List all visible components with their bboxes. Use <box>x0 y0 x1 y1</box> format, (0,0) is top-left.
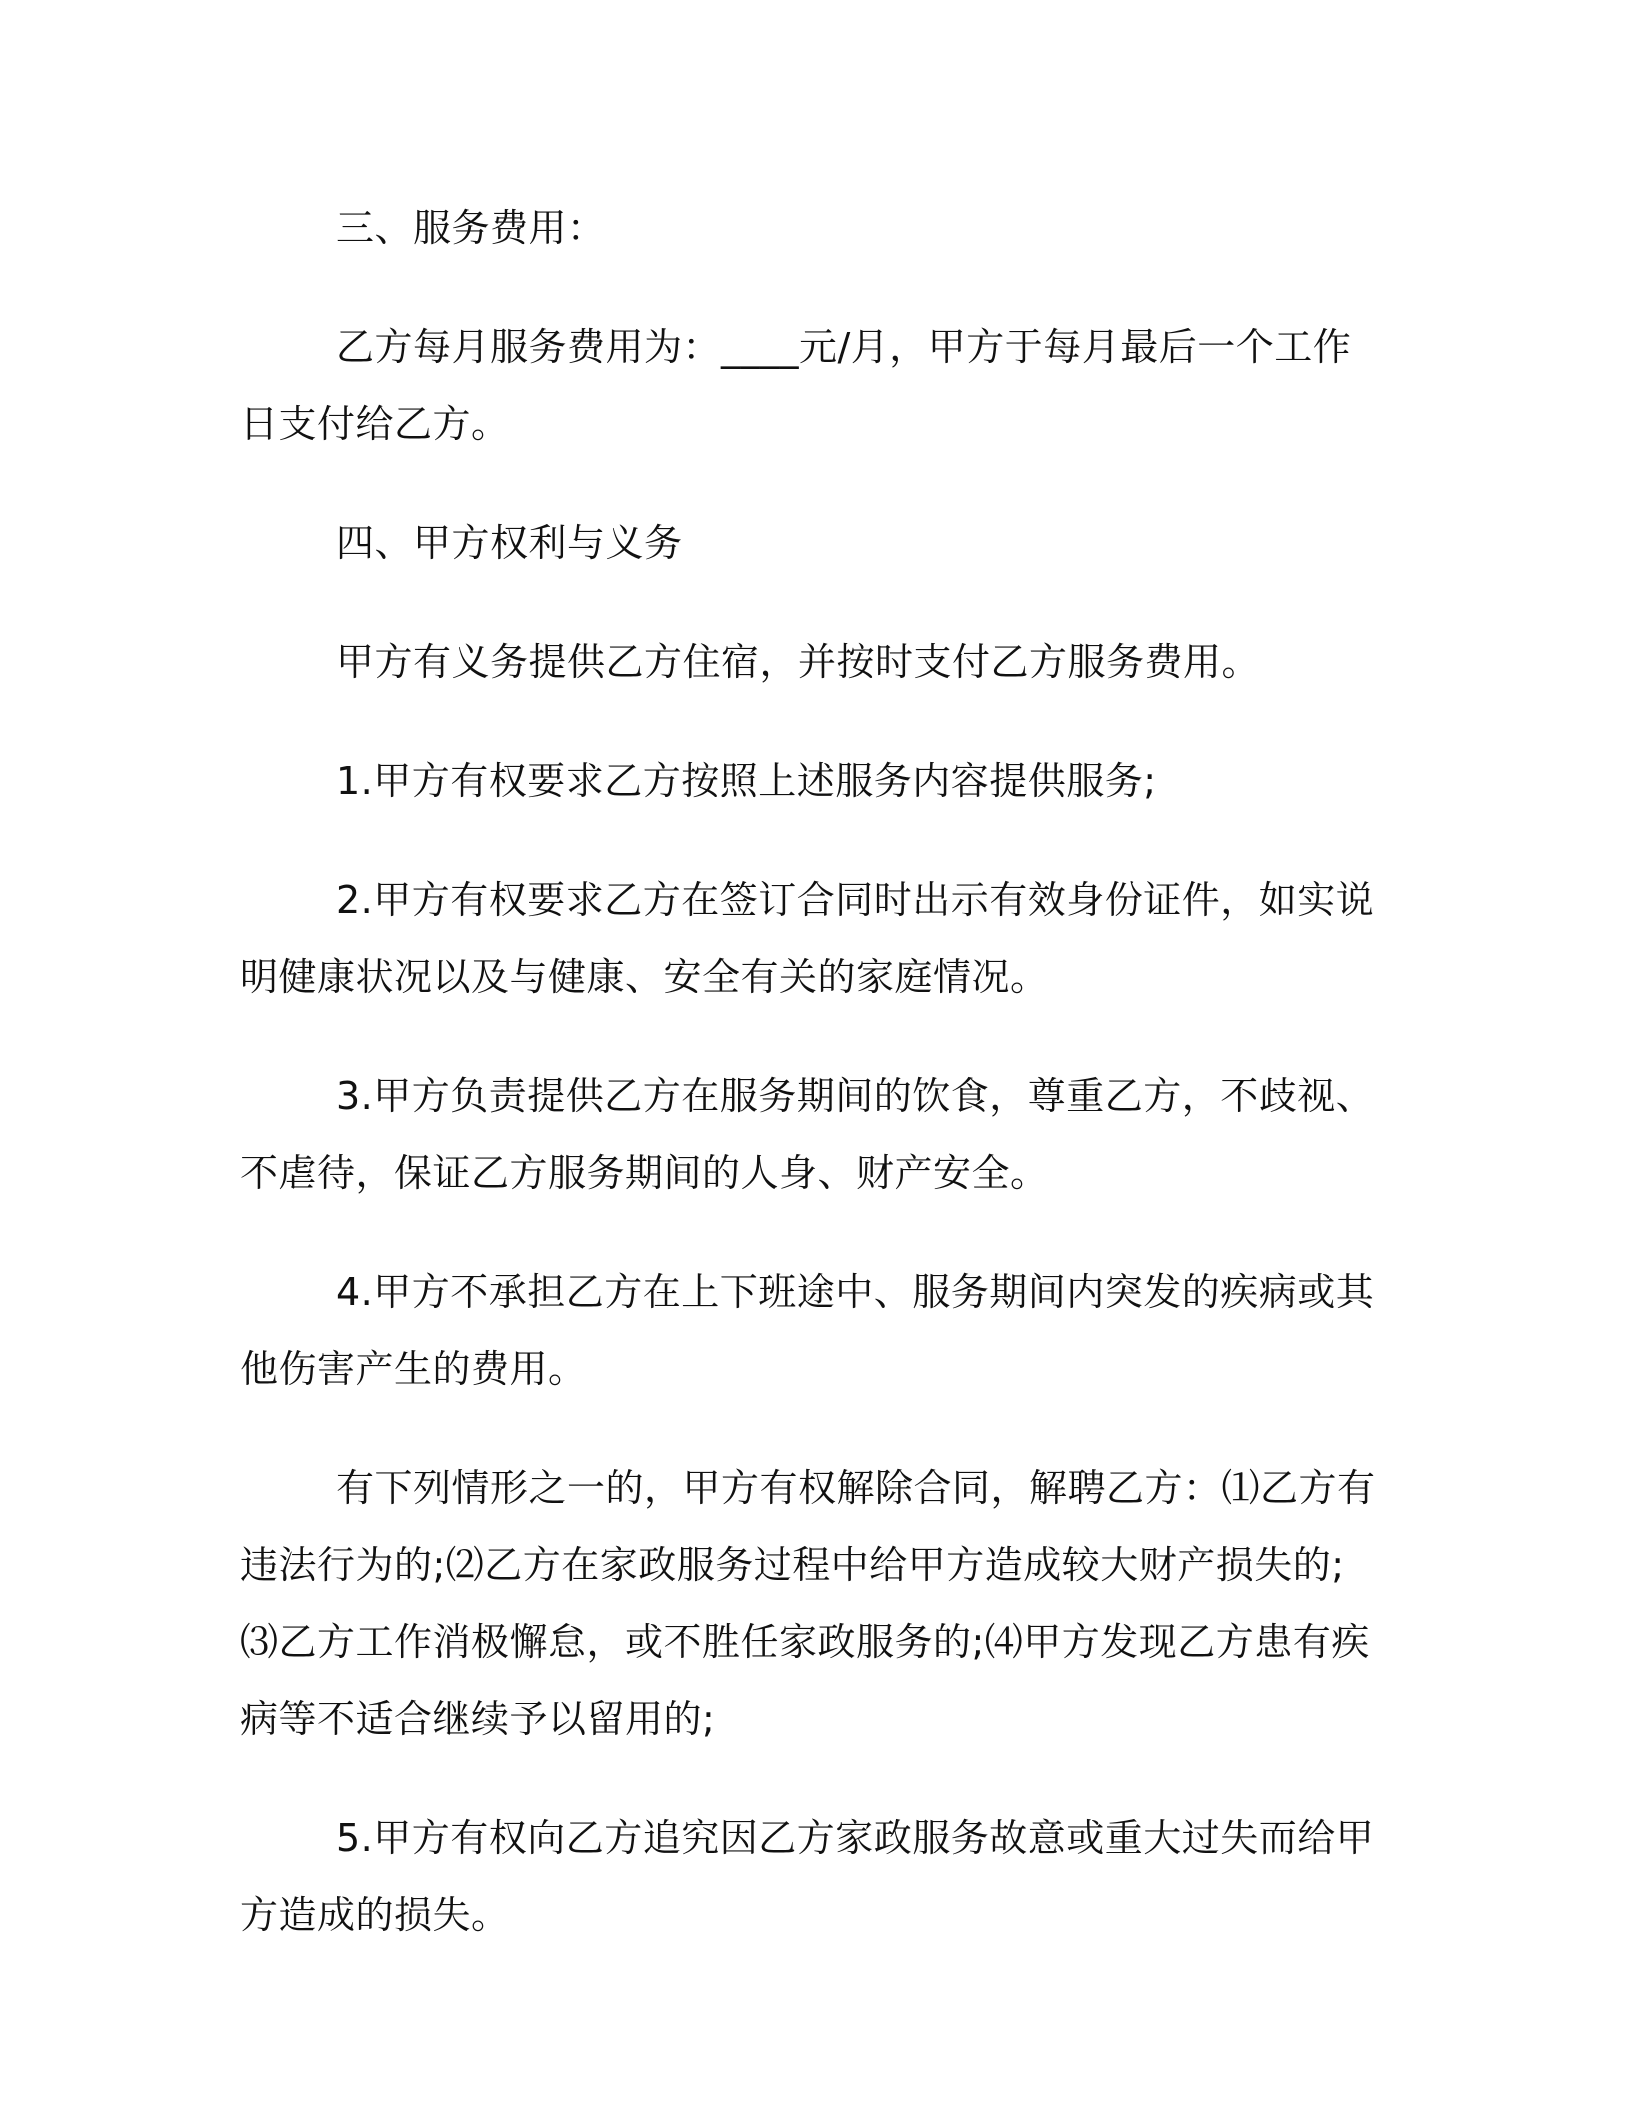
document-body <box>240 190 1380 1996</box>
section-heading-party-a-rights: 四、甲方权利与义务 <box>336 521 683 565</box>
clause-1: 1.甲方有权要求乙方按照上述服务内容提供服务; <box>336 759 1157 803</box>
clause-2: 2.甲方有权要求乙方在签订合同时出示有效身份证件，如实说明健康状况以及与健康、安全有关的家庭情况。 <box>240 878 1375 999</box>
paragraph-fee-amount: 乙方每月服务费用为：____元/月，甲方于每月最后一个工作日支付给乙方。 <box>240 325 1352 446</box>
paragraph-termination-conditions: 有下列情形之一的，甲方有权解除合同，解聘乙方：⑴乙方有违法行为的;⑵乙方在家政服务过程中给甲方造成较大财产损失的;⑶乙方工作消极懈怠，或不胜任家政服务的;⑷甲方发现乙方患有疾病等不适合继续予以留用的; <box>240 1466 1376 1741</box>
paragraph-party-a-obligation: 甲方有义务提供乙方住宿，并按时支付乙方服务费用。 <box>336 640 1261 684</box>
clause-3: 3.甲方负责提供乙方在服务期间的饮食，尊重乙方，不歧视、不虐待，保证乙方服务期间的人身、财产安全。 <box>240 1074 1375 1195</box>
section-heading-service-fee: 三、服务费用： <box>336 206 606 250</box>
clause-4: 4.甲方不承担乙方在上下班途中、服务期间内突发的疾病或其他伤害产生的费用。 <box>240 1270 1375 1391</box>
clause-5: 5.甲方有权向乙方追究因乙方家政服务故意或重大过失而给甲方造成的损失。 <box>240 1816 1375 1937</box>
